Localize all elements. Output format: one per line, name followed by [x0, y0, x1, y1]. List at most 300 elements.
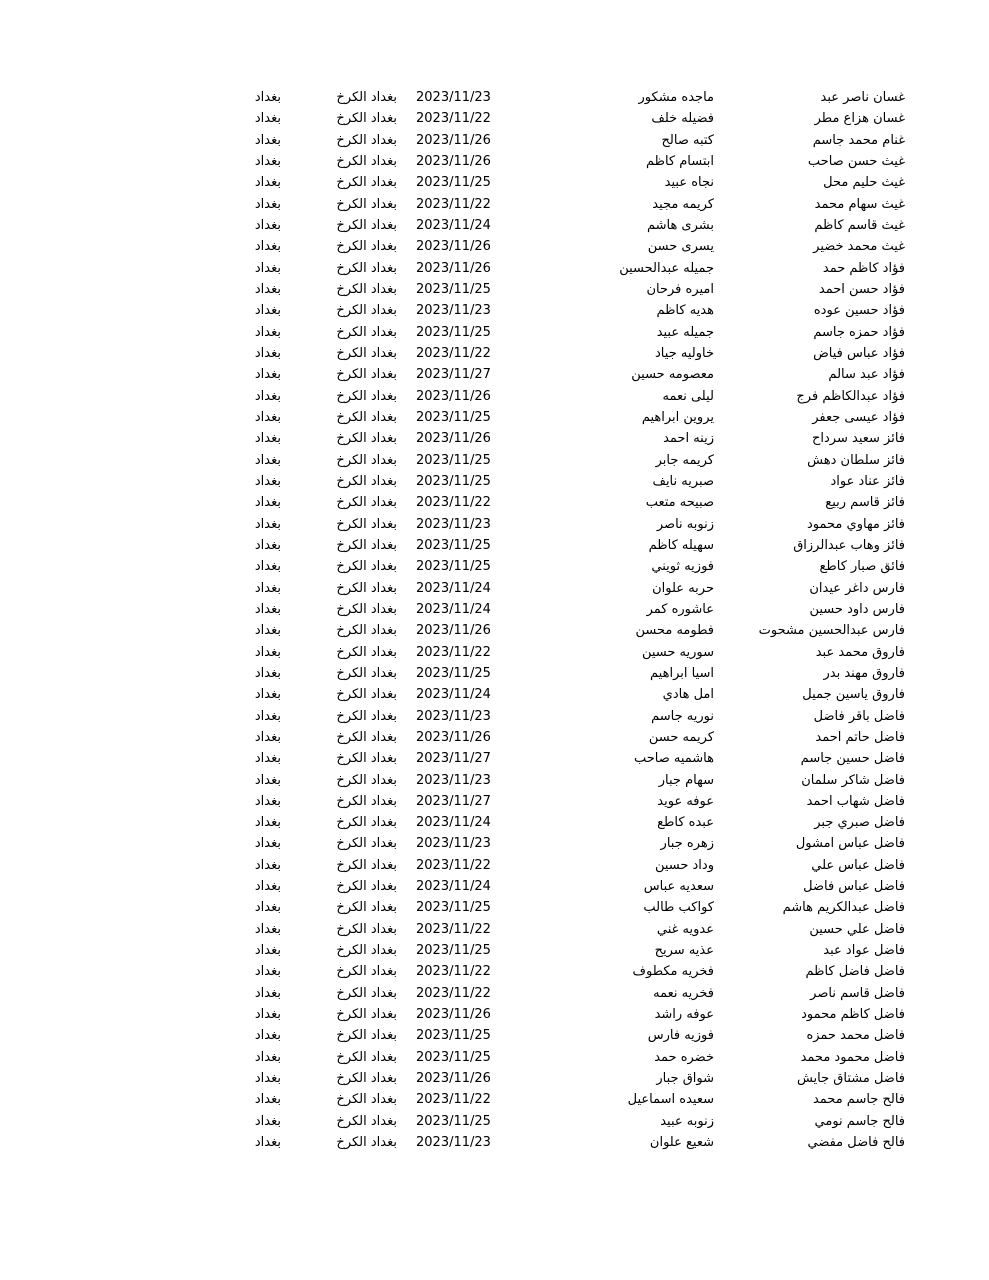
table-row	[0, 1111, 989, 1132]
province-cell: بغداد	[254, 175, 281, 191]
province-cell: بغداد	[254, 281, 281, 297]
area-cell: بغداد الكرخ	[336, 303, 397, 319]
area-cell: بغداد الكرخ	[336, 473, 397, 489]
person-name-cell: فاضل محمد حمزه	[806, 1028, 905, 1044]
mother-name-cell: فخريه نعمه	[653, 985, 714, 1001]
person-name-cell: فاضل حسين جاسم	[800, 751, 905, 767]
date-cell: 2023/11/25	[416, 1028, 491, 1044]
person-name-cell: فاضل صبري جبر	[814, 815, 905, 831]
date-cell: 2023/11/26	[416, 153, 491, 169]
table-row	[0, 919, 989, 940]
area-cell: بغداد الكرخ	[336, 196, 397, 212]
table-row	[0, 940, 989, 961]
province-cell: بغداد	[254, 687, 281, 703]
area-cell: بغداد الكرخ	[336, 559, 397, 575]
province-cell: بغداد	[254, 324, 281, 340]
person-name-cell: غيث سهام محمد	[814, 196, 905, 212]
table-row	[0, 833, 989, 854]
date-cell: 2023/11/25	[416, 281, 491, 297]
table-row	[0, 983, 989, 1004]
date-cell: 2023/11/25	[416, 175, 491, 191]
mother-name-cell: ابتسام كاظم	[645, 153, 714, 169]
date-cell: 2023/11/24	[416, 580, 491, 596]
mother-name-cell: زنوبه عبيد	[660, 1113, 714, 1129]
mother-name-cell: سعيده اسماعيل	[627, 1092, 714, 1108]
province-cell: بغداد	[254, 495, 281, 511]
person-name-cell: فائز مهاوي محمود	[807, 516, 905, 532]
mother-name-cell: كتبه صالح	[661, 132, 714, 148]
date-cell: 2023/11/26	[416, 132, 491, 148]
table-row	[0, 620, 989, 641]
area-cell: بغداد الكرخ	[336, 1071, 397, 1087]
area-cell: بغداد الكرخ	[336, 495, 397, 511]
person-name-cell: فاضل علي حسين	[809, 921, 905, 937]
person-name-cell: فؤاد عبد سالم	[828, 367, 905, 383]
area-cell: بغداد الكرخ	[336, 793, 397, 809]
mother-name-cell: سهام جبار	[658, 772, 714, 788]
date-cell: 2023/11/25	[416, 452, 491, 468]
table-row	[0, 279, 989, 300]
mother-name-cell: ماجده مشكور	[638, 90, 714, 105]
person-name-cell: فاضل عواد عبد	[823, 943, 905, 959]
date-cell: 2023/11/26	[416, 431, 491, 447]
mother-name-cell: خاوليه جياد	[655, 345, 714, 361]
province-cell: بغداد	[254, 260, 281, 276]
person-name-cell: فاضل عبدالكريم هاشم	[782, 900, 905, 916]
table-row	[0, 1047, 989, 1068]
mother-name-cell: يروين ابراهيم	[641, 409, 714, 425]
date-cell: 2023/11/22	[416, 644, 491, 660]
mother-name-cell: بشرى هاشم	[646, 217, 714, 233]
person-name-cell: غسان هزاع مطر	[814, 111, 905, 127]
area-cell: بغداد الكرخ	[336, 111, 397, 127]
mother-name-cell: فضيله خلف	[651, 111, 714, 127]
person-name-cell: فاضل شاكر سلمان	[801, 772, 905, 788]
area-cell: بغداد الكرخ	[336, 623, 397, 639]
area-cell: بغداد الكرخ	[336, 132, 397, 148]
area-cell: بغداد الكرخ	[336, 751, 397, 767]
area-cell: بغداد الكرخ	[336, 580, 397, 596]
mother-name-cell: شواق جبار	[656, 1071, 714, 1087]
person-name-cell: غيث حسن صاحب	[807, 153, 905, 169]
person-name-cell: فاضل عباس علي	[811, 857, 905, 873]
mother-name-cell: نوريه جاسم	[651, 708, 714, 724]
date-cell: 2023/11/24	[416, 815, 491, 831]
province-cell: بغداد	[254, 239, 281, 255]
date-cell: 2023/11/25	[416, 537, 491, 553]
area-cell: بغداد الكرخ	[336, 836, 397, 852]
person-name-cell: فؤاد حسين عوده	[813, 303, 905, 319]
date-cell: 2023/11/26	[416, 260, 491, 276]
province-cell: بغداد	[254, 793, 281, 809]
person-name-cell: فارس داغر عيدان	[809, 580, 905, 596]
province-cell: بغداد	[254, 729, 281, 745]
mother-name-cell: كريمه جابر	[655, 452, 714, 468]
date-cell: 2023/11/25	[416, 665, 491, 681]
person-name-cell: فائق صبار كاطع	[819, 559, 905, 575]
person-name-cell: فاضل شهاب احمد	[806, 793, 905, 809]
province-cell: بغداد	[254, 473, 281, 489]
mother-name-cell: عوفه عويد	[657, 793, 714, 809]
mother-name-cell: زينه احمد	[663, 431, 714, 447]
province-cell: بغداد	[254, 431, 281, 447]
date-cell: 2023/11/26	[416, 729, 491, 745]
table-row	[0, 663, 989, 684]
mother-name-cell: هاشميه صاحب	[633, 751, 714, 767]
table-row	[0, 407, 989, 428]
date-cell: 2023/11/22	[416, 857, 491, 873]
table-row	[0, 1089, 989, 1110]
area-cell: بغداد الكرخ	[336, 1135, 397, 1151]
table-row	[0, 812, 989, 833]
mother-name-cell: هديه كاظم	[656, 303, 714, 319]
area-cell: بغداد الكرخ	[336, 239, 397, 255]
table-row	[0, 706, 989, 727]
date-cell: 2023/11/23	[416, 516, 491, 532]
table-row	[0, 300, 989, 321]
area-cell: بغداد الكرخ	[336, 985, 397, 1001]
person-name-cell: فاضل باقر فاضل	[813, 708, 905, 724]
mother-name-cell: زهره جبار	[660, 836, 714, 852]
date-cell: 2023/11/22	[416, 985, 491, 1001]
date-cell: 2023/11/23	[416, 772, 491, 788]
table-row	[0, 322, 989, 343]
table-row	[0, 748, 989, 769]
date-cell: 2023/11/24	[416, 687, 491, 703]
person-name-cell: فؤاد حمزه جاسم	[813, 324, 905, 340]
mother-name-cell: جميله عبيد	[656, 324, 714, 340]
date-cell: 2023/11/25	[416, 1113, 491, 1129]
mother-name-cell: جميله عبدالحسين	[619, 260, 714, 276]
table-row	[0, 535, 989, 556]
province-cell: بغداد	[254, 132, 281, 148]
area-cell: بغداد الكرخ	[336, 815, 397, 831]
province-cell: بغداد	[254, 921, 281, 937]
table-row	[0, 236, 989, 257]
table-row	[0, 1132, 989, 1153]
date-cell: 2023/11/23	[416, 303, 491, 319]
province-cell: بغداد	[254, 388, 281, 404]
mother-name-cell: عذيه سريح	[654, 943, 714, 959]
person-name-cell: فاضل فاضل كاظم	[805, 964, 905, 980]
date-cell: 2023/11/22	[416, 1092, 491, 1108]
mother-name-cell: صبريه نايف	[652, 473, 714, 489]
table-row	[0, 514, 989, 535]
person-name-cell: غنام محمد جاسم	[812, 132, 905, 148]
table-row	[0, 642, 989, 663]
person-name-cell: فؤاد عباس فياض	[813, 345, 905, 361]
date-cell: 2023/11/23	[416, 836, 491, 852]
area-cell: بغداد الكرخ	[336, 1092, 397, 1108]
table-row	[0, 450, 989, 471]
table-row	[0, 855, 989, 876]
area-cell: بغداد الكرخ	[336, 857, 397, 873]
person-name-cell: فاضل قاسم ناصر	[810, 985, 905, 1001]
table-row	[0, 770, 989, 791]
province-cell: بغداد	[254, 708, 281, 724]
person-name-cell: فائز سلطان دهش	[807, 452, 905, 468]
area-cell: بغداد الكرخ	[336, 367, 397, 383]
person-name-cell: فؤاد عيسى جعفر	[812, 409, 905, 425]
area-cell: بغداد الكرخ	[336, 964, 397, 980]
area-cell: بغداد الكرخ	[336, 324, 397, 340]
table-row	[0, 492, 989, 513]
person-name-cell: غيث قاسم كاظم	[814, 217, 905, 233]
area-cell: بغداد الكرخ	[336, 921, 397, 937]
area-cell: بغداد الكرخ	[336, 175, 397, 191]
table-row	[0, 108, 989, 129]
table-row	[0, 215, 989, 236]
mother-name-cell: سعديه عباس	[643, 879, 714, 895]
person-name-cell: فالح جاسم محمد	[812, 1092, 905, 1108]
area-cell: بغداد الكرخ	[336, 388, 397, 404]
table-row	[0, 364, 989, 385]
area-cell: بغداد الكرخ	[336, 431, 397, 447]
province-cell: بغداد	[254, 601, 281, 617]
person-name-cell: فاضل حاتم احمد	[815, 729, 905, 745]
mother-name-cell: سوريه حسين	[641, 644, 714, 660]
area-cell: بغداد الكرخ	[336, 345, 397, 361]
date-cell: 2023/11/22	[416, 921, 491, 937]
area-cell: بغداد الكرخ	[336, 943, 397, 959]
person-name-cell: غسان ناصر عبد	[820, 90, 905, 105]
area-cell: بغداد الكرخ	[336, 772, 397, 788]
area-cell: بغداد الكرخ	[336, 1113, 397, 1129]
province-cell: بغداد	[254, 153, 281, 169]
date-cell: 2023/11/25	[416, 473, 491, 489]
province-cell: بغداد	[254, 1028, 281, 1044]
mother-name-cell: عدويه غني	[656, 921, 714, 937]
mother-name-cell: زنوبه ناصر	[656, 516, 714, 532]
date-cell: 2023/11/27	[416, 367, 491, 383]
person-name-cell: غيث محمد خضير	[813, 239, 905, 255]
province-cell: بغداد	[254, 943, 281, 959]
province-cell: بغداد	[254, 580, 281, 596]
date-cell: 2023/11/23	[416, 708, 491, 724]
person-name-cell: فؤاد حسن احمد	[818, 281, 905, 297]
area-cell: بغداد الكرخ	[336, 644, 397, 660]
area-cell: بغداد الكرخ	[336, 90, 397, 105]
person-name-cell: غيث حليم محل	[823, 175, 905, 191]
mother-name-cell: كريمه مجيد	[652, 196, 714, 212]
province-cell: بغداد	[254, 836, 281, 852]
province-cell: بغداد	[254, 1007, 281, 1023]
area-cell: بغداد الكرخ	[336, 452, 397, 468]
province-cell: بغداد	[254, 303, 281, 319]
mother-name-cell: حربه علوان	[652, 580, 714, 596]
province-cell: بغداد	[254, 964, 281, 980]
date-cell: 2023/11/26	[416, 623, 491, 639]
date-cell: 2023/11/22	[416, 345, 491, 361]
province-cell: بغداد	[254, 1092, 281, 1108]
province-cell: بغداد	[254, 1049, 281, 1065]
table-row	[0, 897, 989, 918]
area-cell: بغداد الكرخ	[336, 1007, 397, 1023]
province-cell: بغداد	[254, 623, 281, 639]
province-cell: بغداد	[254, 537, 281, 553]
province-cell: بغداد	[254, 772, 281, 788]
person-name-cell: فالح جاسم نومي	[814, 1113, 905, 1129]
mother-name-cell: شعيع علوان	[649, 1135, 714, 1151]
date-cell: 2023/11/22	[416, 196, 491, 212]
person-name-cell: فؤاد عبدالكاظم فرج	[796, 388, 905, 404]
table-row	[0, 172, 989, 193]
table-row	[0, 428, 989, 449]
table-row	[0, 386, 989, 407]
area-cell: بغداد الكرخ	[336, 537, 397, 553]
mother-name-cell: كواكب طالب	[643, 900, 714, 916]
province-cell: بغداد	[254, 751, 281, 767]
mother-name-cell: عبده كاطع	[657, 815, 714, 831]
province-cell: بغداد	[254, 559, 281, 575]
province-cell: بغداد	[254, 815, 281, 831]
mother-name-cell: عاشوره كمر	[646, 601, 714, 617]
province-cell: بغداد	[254, 90, 281, 105]
mother-name-cell: اسيا ابراهيم	[650, 665, 714, 681]
date-cell: 2023/11/26	[416, 239, 491, 255]
mother-name-cell: وداد حسين	[654, 857, 714, 873]
mother-name-cell: سهيله كاظم	[648, 537, 714, 553]
table-row	[0, 556, 989, 577]
province-cell: بغداد	[254, 1113, 281, 1129]
mother-name-cell: معصومه حسين	[631, 367, 714, 383]
person-name-cell: فارس عبدالحسين مشحوت	[758, 623, 905, 639]
date-cell: 2023/11/26	[416, 388, 491, 404]
table-row	[0, 151, 989, 172]
date-cell: 2023/11/26	[416, 1007, 491, 1023]
area-cell: بغداد الكرخ	[336, 708, 397, 724]
area-cell: بغداد الكرخ	[336, 601, 397, 617]
table-row	[0, 961, 989, 982]
mother-name-cell: كريمه حسن	[648, 729, 714, 745]
mother-name-cell: صبيحه متعب	[645, 495, 714, 511]
area-cell: بغداد الكرخ	[336, 409, 397, 425]
records-table	[0, 87, 989, 1153]
table-row	[0, 194, 989, 215]
date-cell: 2023/11/27	[416, 793, 491, 809]
date-cell: 2023/11/27	[416, 751, 491, 767]
person-name-cell: فاضل محمود محمد	[800, 1049, 905, 1065]
date-cell: 2023/11/23	[416, 90, 491, 105]
area-cell: بغداد الكرخ	[336, 879, 397, 895]
date-cell: 2023/11/25	[416, 324, 491, 340]
date-cell: 2023/11/22	[416, 495, 491, 511]
area-cell: بغداد الكرخ	[336, 260, 397, 276]
area-cell: بغداد الكرخ	[336, 217, 397, 233]
date-cell: 2023/11/22	[416, 111, 491, 127]
mother-name-cell: فوزيه فارس	[647, 1028, 714, 1044]
person-name-cell: فاضل عباس فاضل	[803, 879, 905, 895]
mother-name-cell: يسرى حسن	[647, 239, 714, 255]
area-cell: بغداد الكرخ	[336, 1049, 397, 1065]
province-cell: بغداد	[254, 409, 281, 425]
area-cell: بغداد الكرخ	[336, 687, 397, 703]
person-name-cell: فاروق مهند بدر	[823, 665, 905, 681]
province-cell: بغداد	[254, 879, 281, 895]
province-cell: بغداد	[254, 1071, 281, 1087]
table-row	[0, 599, 989, 620]
person-name-cell: فاضل مشتاق جايش	[796, 1071, 905, 1087]
person-name-cell: فائز سعيد سرداح	[812, 431, 905, 447]
table-row	[0, 1004, 989, 1025]
date-cell: 2023/11/25	[416, 1049, 491, 1065]
area-cell: بغداد الكرخ	[336, 516, 397, 532]
table-row	[0, 258, 989, 279]
province-cell: بغداد	[254, 665, 281, 681]
mother-name-cell: خضره حمد	[654, 1049, 714, 1065]
person-name-cell: فؤاد كاظم حمد	[822, 260, 905, 276]
date-cell: 2023/11/25	[416, 409, 491, 425]
table-row	[0, 471, 989, 492]
province-cell: بغداد	[254, 900, 281, 916]
mother-name-cell: فوزيه ثويني	[651, 559, 714, 575]
area-cell: بغداد الكرخ	[336, 729, 397, 745]
province-cell: بغداد	[254, 367, 281, 383]
mother-name-cell: عوفه راشد	[654, 1007, 714, 1023]
date-cell: 2023/11/26	[416, 1071, 491, 1087]
person-name-cell: فاضل عباس امشول	[795, 836, 905, 852]
mother-name-cell: ليلى نعمه	[662, 388, 714, 404]
mother-name-cell: فخريه مكطوف	[632, 964, 714, 980]
person-name-cell: فارس داود حسين	[809, 601, 905, 617]
date-cell: 2023/11/25	[416, 900, 491, 916]
table-row	[0, 87, 989, 108]
mother-name-cell: امل هادي	[662, 687, 714, 703]
mother-name-cell: فطومه محسن	[635, 623, 714, 639]
province-cell: بغداد	[254, 985, 281, 1001]
table-row	[0, 876, 989, 897]
table-row	[0, 1025, 989, 1046]
person-name-cell: فائز وهاب عبدالرزاق	[793, 537, 905, 553]
area-cell: بغداد الكرخ	[336, 1028, 397, 1044]
table-row	[0, 727, 989, 748]
table-row	[0, 130, 989, 151]
person-name-cell: فائز قاسم ربيع	[825, 495, 905, 511]
table-row	[0, 1068, 989, 1089]
mother-name-cell: نجاه عبيد	[664, 175, 714, 191]
province-cell: بغداد	[254, 452, 281, 468]
area-cell: بغداد الكرخ	[336, 665, 397, 681]
date-cell: 2023/11/25	[416, 559, 491, 575]
person-name-cell: فالح فاضل مفضي	[807, 1135, 905, 1151]
table-row	[0, 684, 989, 705]
province-cell: بغداد	[254, 196, 281, 212]
date-cell: 2023/11/25	[416, 943, 491, 959]
province-cell: بغداد	[254, 111, 281, 127]
province-cell: بغداد	[254, 516, 281, 532]
area-cell: بغداد الكرخ	[336, 281, 397, 297]
province-cell: بغداد	[254, 345, 281, 361]
mother-name-cell: اميره فرحان	[646, 281, 714, 297]
province-cell: بغداد	[254, 644, 281, 660]
area-cell: بغداد الكرخ	[336, 153, 397, 169]
date-cell: 2023/11/24	[416, 879, 491, 895]
date-cell: 2023/11/24	[416, 601, 491, 617]
province-cell: بغداد	[254, 1135, 281, 1151]
province-cell: بغداد	[254, 857, 281, 873]
date-cell: 2023/11/23	[416, 1135, 491, 1151]
area-cell: بغداد الكرخ	[336, 900, 397, 916]
table-row	[0, 791, 989, 812]
table-row	[0, 343, 989, 364]
person-name-cell: فاروق ياسين جميل	[802, 687, 905, 703]
person-name-cell: فاروق محمد عبد	[815, 644, 905, 660]
date-cell: 2023/11/22	[416, 964, 491, 980]
person-name-cell: فائز عناد عواد	[830, 473, 905, 489]
province-cell: بغداد	[254, 217, 281, 233]
date-cell: 2023/11/24	[416, 217, 491, 233]
table-row	[0, 578, 989, 599]
